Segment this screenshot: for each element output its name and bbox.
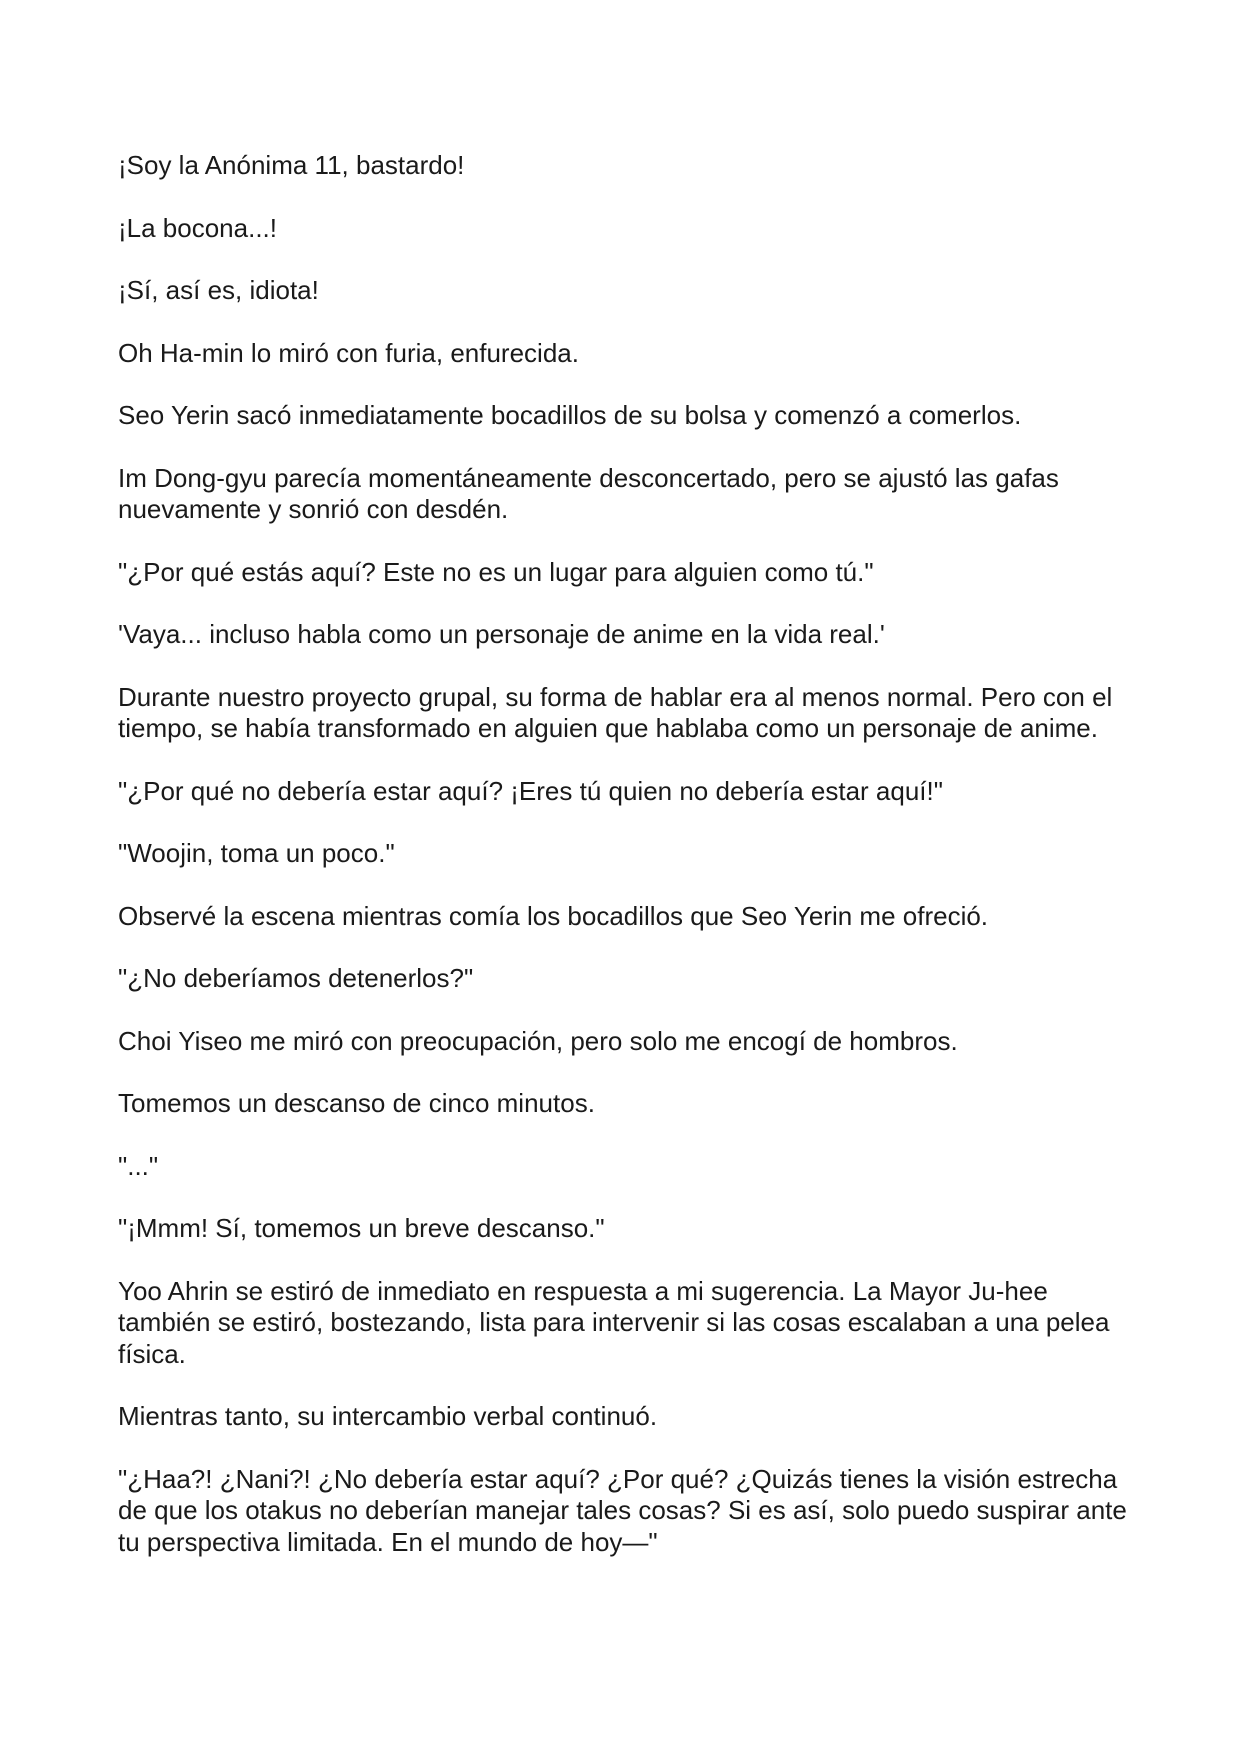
paragraph: "¿Por qué estás aquí? Este no es un lugar para alguien como tú."	[118, 556, 874, 587]
paragraph: Observé la escena mientras comía los bocadillos que Seo Yerin me ofreció.	[118, 900, 989, 931]
paragraph: Choi Yiseo me miró con preocupación, pero solo me encogí de hombros.	[118, 1025, 958, 1056]
document-body	[118, 150, 1128, 1589]
paragraph: "¿Por qué no debería estar aquí? ¡Eres tú quien no debería estar aquí!"	[118, 775, 943, 806]
paragraph: "¿Haa?! ¿Nani?! ¿No debería estar aquí? ¿Por qué? ¿Quizás tienes la visión estrecha de que los otakus no deberían manejar tales cosas? Si es así, solo puedo suspirar ante tu perspectiva limitada. En el mundo de hoy—"	[118, 1463, 1127, 1557]
paragraph: Yoo Ahrin se estiró de inmediato en respuesta a mi sugerencia. La Mayor Ju-hee también se estiró, bostezando, lista para intervenir si las cosas escalaban a una pelea física.	[118, 1275, 1110, 1369]
paragraph: Im Dong-gyu parecía momentáneamente desconcertado, pero se ajustó las gafas nuevamente y sonrió con desdén.	[118, 462, 1059, 524]
paragraph: Tomemos un descanso de cinco minutos.	[118, 1088, 595, 1118]
paragraph: Durante nuestro proyecto grupal, su forma de hablar era al menos normal. Pero con el tiempo, se había transformado en alguien que hablaba como un personaje de anime.	[118, 681, 1113, 743]
paragraph: Seo Yerin sacó inmediatamente bocadillos de su bolsa y comenzó a comerlos.	[118, 400, 1022, 430]
paragraph: "¡Mmm! Sí, tomemos un breve descanso."	[118, 1213, 605, 1243]
paragraph: ¡La bocona...!	[118, 212, 277, 243]
paragraph: ¡Sí, así es, idiota!	[118, 275, 319, 305]
paragraph: Oh Ha-min lo miró con furia, enfurecida.	[118, 337, 579, 368]
paragraph: Mientras tanto, su intercambio verbal continuó.	[118, 1401, 658, 1431]
paragraph: "¿No deberíamos detenerlos?"	[118, 963, 474, 993]
paragraph: ¡Soy la Anónima 11, bastardo!	[118, 150, 465, 180]
paragraph: 'Vaya... incluso habla como un personaje de anime en la vida real.'	[118, 619, 885, 649]
paragraph: "..."	[118, 1150, 159, 1181]
paragraph: "Woojin, toma un poco."	[118, 838, 395, 868]
